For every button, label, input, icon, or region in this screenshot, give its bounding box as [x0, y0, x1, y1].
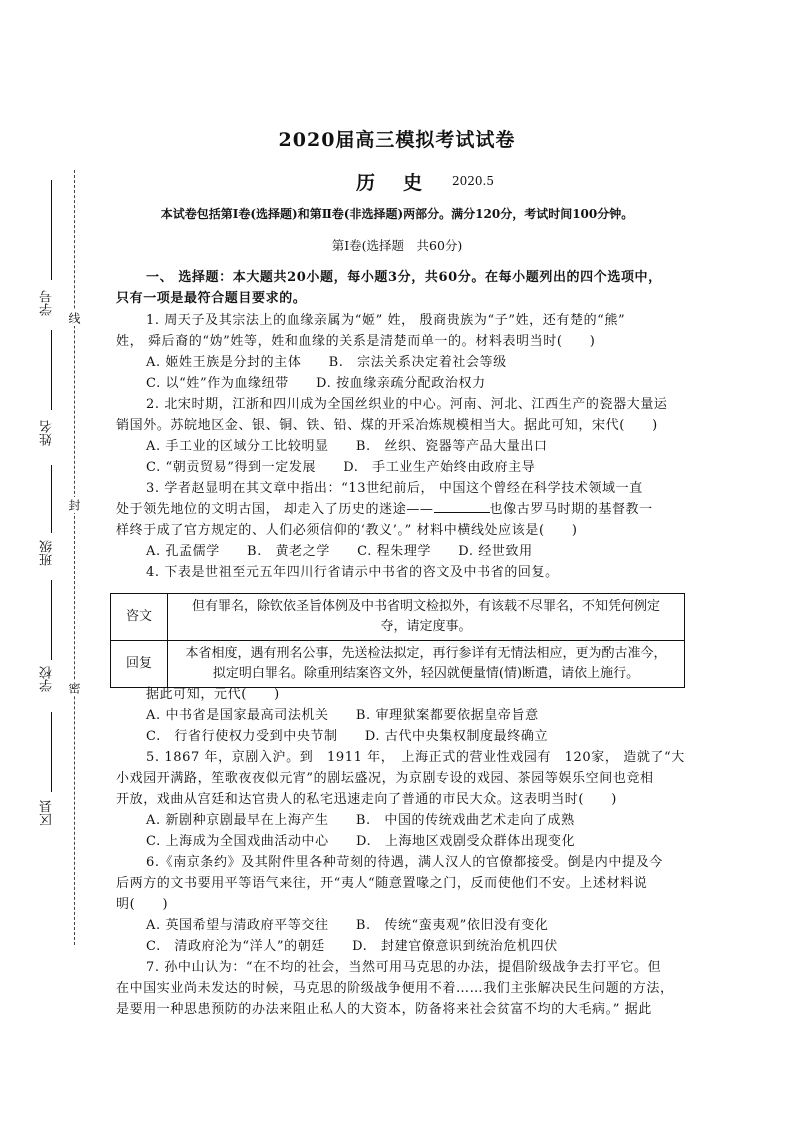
district-underline	[51, 712, 52, 792]
cut-mark-line: 线	[67, 312, 81, 324]
table-cell-line: 拟定明白罪名。除重刑结案咨文外，轻囚就便量情(情)断遣，请依上施行。	[212, 666, 640, 681]
q2-stem-cont: 销国外。苏皖地区金、银、铜、铁、铅、煤的开采冶炼规模相当大。据此可知，宋代( )	[116, 418, 658, 433]
margin-label-school: 学校	[40, 666, 55, 692]
q6-stem: 6.《南京条约》及其附件里各种苛刻的待遇，满人汉人的官僚都接受。倒是内中提及今	[146, 855, 663, 870]
part-heading: 第Ⅰ卷(选择题 共60分)	[331, 238, 463, 253]
student-id-underline	[51, 180, 52, 280]
q1-stem: 1. 周天子及其宗法上的血缘亲属为“姬” 姓， 殷商贵族为“子”姓，还有楚的“熊”	[146, 313, 626, 328]
q3-stem-part-a: 处于领先地位的文明古国， 却走入了历史的迷途——	[116, 502, 434, 517]
q6-options-ab: A. 英国希望与清政府平等交往 B. 传统“蛮夷观”依旧没有变化	[146, 918, 549, 933]
margin-label-district: 区县	[40, 800, 55, 826]
q1-options-cd: C. 以“姓”作为血缘纽带 D. 按血缘亲疏分配政治权力	[146, 376, 486, 391]
q4-options-ab: A. 中书省是国家最高司法机关 B. 审理狱案都要依据皇帝旨意	[146, 708, 539, 723]
q6-stem-cont2: 明( )	[116, 897, 169, 912]
table-cell-body	[168, 594, 685, 641]
q3-answer-blank	[434, 500, 490, 513]
margin-label-name: 姓名	[40, 420, 55, 446]
table-cell-line: 但有罪名，除钦依圣旨体例及中书省明文检拟外，有该载不尽罪名，不知凭何例定	[191, 599, 660, 614]
table-cell-head: 回复	[111, 641, 168, 688]
margin-label-class: 班级	[40, 540, 55, 566]
q5-options-ab: A. 新剧种京剧最早在上海产生 B. 中国的传统戏曲艺术走向了成熟	[146, 813, 575, 828]
school-underline	[51, 580, 52, 660]
q3-stem: 3. 学者赵显明在其文章中指出：“13世纪前后， 中国这个曾经在科学技术领域一直	[146, 481, 643, 496]
q2-options-ab: A. 手工业的区域分工比较明显 B. 丝织、瓷器等产品大量出口	[146, 439, 548, 454]
cut-mark-secret: 密	[67, 682, 81, 694]
q5-options-cd: C. 上海成为全国戏曲活动中心 D. 上海地区戏剧受众群体出现变化	[146, 834, 576, 849]
q4-table	[110, 593, 685, 688]
q4-stem: 4. 下表是世祖至元五年四川行省请示中书省的咨文及中书省的回复。	[146, 565, 559, 580]
table-cell-line: 本省相度，遇有刑名公事，先送检法拟定，再行参详有无情法相应，更为酌古准今，	[185, 646, 667, 661]
table-cell-body	[168, 641, 685, 688]
name-underline	[51, 330, 52, 410]
binding-dashed-line	[74, 170, 75, 945]
margin-label-student-id: 学号	[40, 290, 55, 316]
q2-options-cd: C. “朝贡贸易”得到一定发展 D. 手工业生产始终由政府主导	[146, 460, 536, 475]
q4-prompt: 据此可知，元代( )	[146, 687, 280, 702]
q4-options-cd: C. 行省行使权力受到中央节制 D. 古代中央集权制度最终确立	[146, 729, 549, 744]
exam-intro: 本试卷包括第Ⅰ卷(选择题)和第Ⅱ卷(非选择题)两部分。满分120分，考试时间100分钟。	[160, 207, 634, 221]
exam-date: 2020.5	[452, 174, 494, 188]
q7-stem-cont: 在中国实业尚未发达的时候，马克思的阶级战争便用不着……我们主张解决民生问题的方法，	[116, 981, 674, 996]
table-cell-line: 夺，请定度事。	[380, 619, 472, 634]
class-underline	[51, 465, 52, 533]
q6-options-cd: C. 清政府沦为“洋人”的朝廷 D. 封建官僚意识到统治危机四伏	[146, 939, 558, 954]
table-row	[111, 641, 685, 688]
q1-options-ab: A. 姬姓王族是分封的主体 B. 宗法关系决定着社会等级	[146, 355, 507, 370]
q7-stem: 7. 孙中山认为：“在不均的社会，当然可用马克思的办法，提倡阶级战争去打平它。但	[146, 960, 662, 975]
q3-stem-part-b: 也像古罗马时期的基督教一	[489, 502, 653, 517]
subject-title: 历史	[356, 172, 451, 194]
q7-stem-cont2: 是要用一种思患预防的办法来阻止私人的大资本，防备将来社会贫富不均的大毛病。” 据此	[116, 1002, 652, 1017]
q6-stem-cont: 后两方的文书要用平等语气来往，开“夷人“随意置喙之门，反而使他们不安。上述材料说	[116, 876, 648, 891]
section-heading-cont: 只有一项是最符合题目要求的。	[116, 291, 307, 306]
q5-stem: 5. 1867 年，京剧入沪。到 1911 年， 上海正式的营业性戏园有 120家， 造就了“大	[146, 750, 685, 765]
q2-stem: 2. 北宋时期，江浙和四川成为全国丝织业的中心。河南、河北、江西生产的瓷器大量运	[146, 397, 668, 412]
q5-stem-cont2: 开放，戏曲从宫廷和达官贵人的私宅迅速走向了普通的市民大众。这表明当时( )	[116, 792, 617, 807]
table-cell-head: 咨文	[111, 594, 168, 641]
exam-title: 2020届高三模拟考试试卷	[278, 129, 516, 151]
q5-stem-cont: 小戏园开满路，笙歌夜夜似元宵”的剧坛盛况，为京剧专设的戏园、茶园等娱乐空间也竞相	[116, 771, 654, 786]
table-row	[111, 594, 685, 641]
q1-stem-cont: 姓， 舜后裔的“妫”姓等，姓和血缘的关系是清楚而单一的。材料表明当时( )	[116, 334, 596, 349]
q3-stem-cont	[116, 498, 653, 517]
section-heading: 一、 选择题：本大题共20小题，每小题3分，共60分。在每小题列出的四个选项中，	[146, 270, 662, 285]
q3-stem-cont2: 样终于成了官方规定的、人们必须信仰的‘教义’。” 材料中横线处应该是( )	[116, 523, 578, 538]
cut-mark-seal: 封	[67, 499, 81, 511]
q3-options: A. 孔孟儒学 B. 黄老之学 C. 程朱理学 D. 经世致用	[146, 544, 533, 559]
